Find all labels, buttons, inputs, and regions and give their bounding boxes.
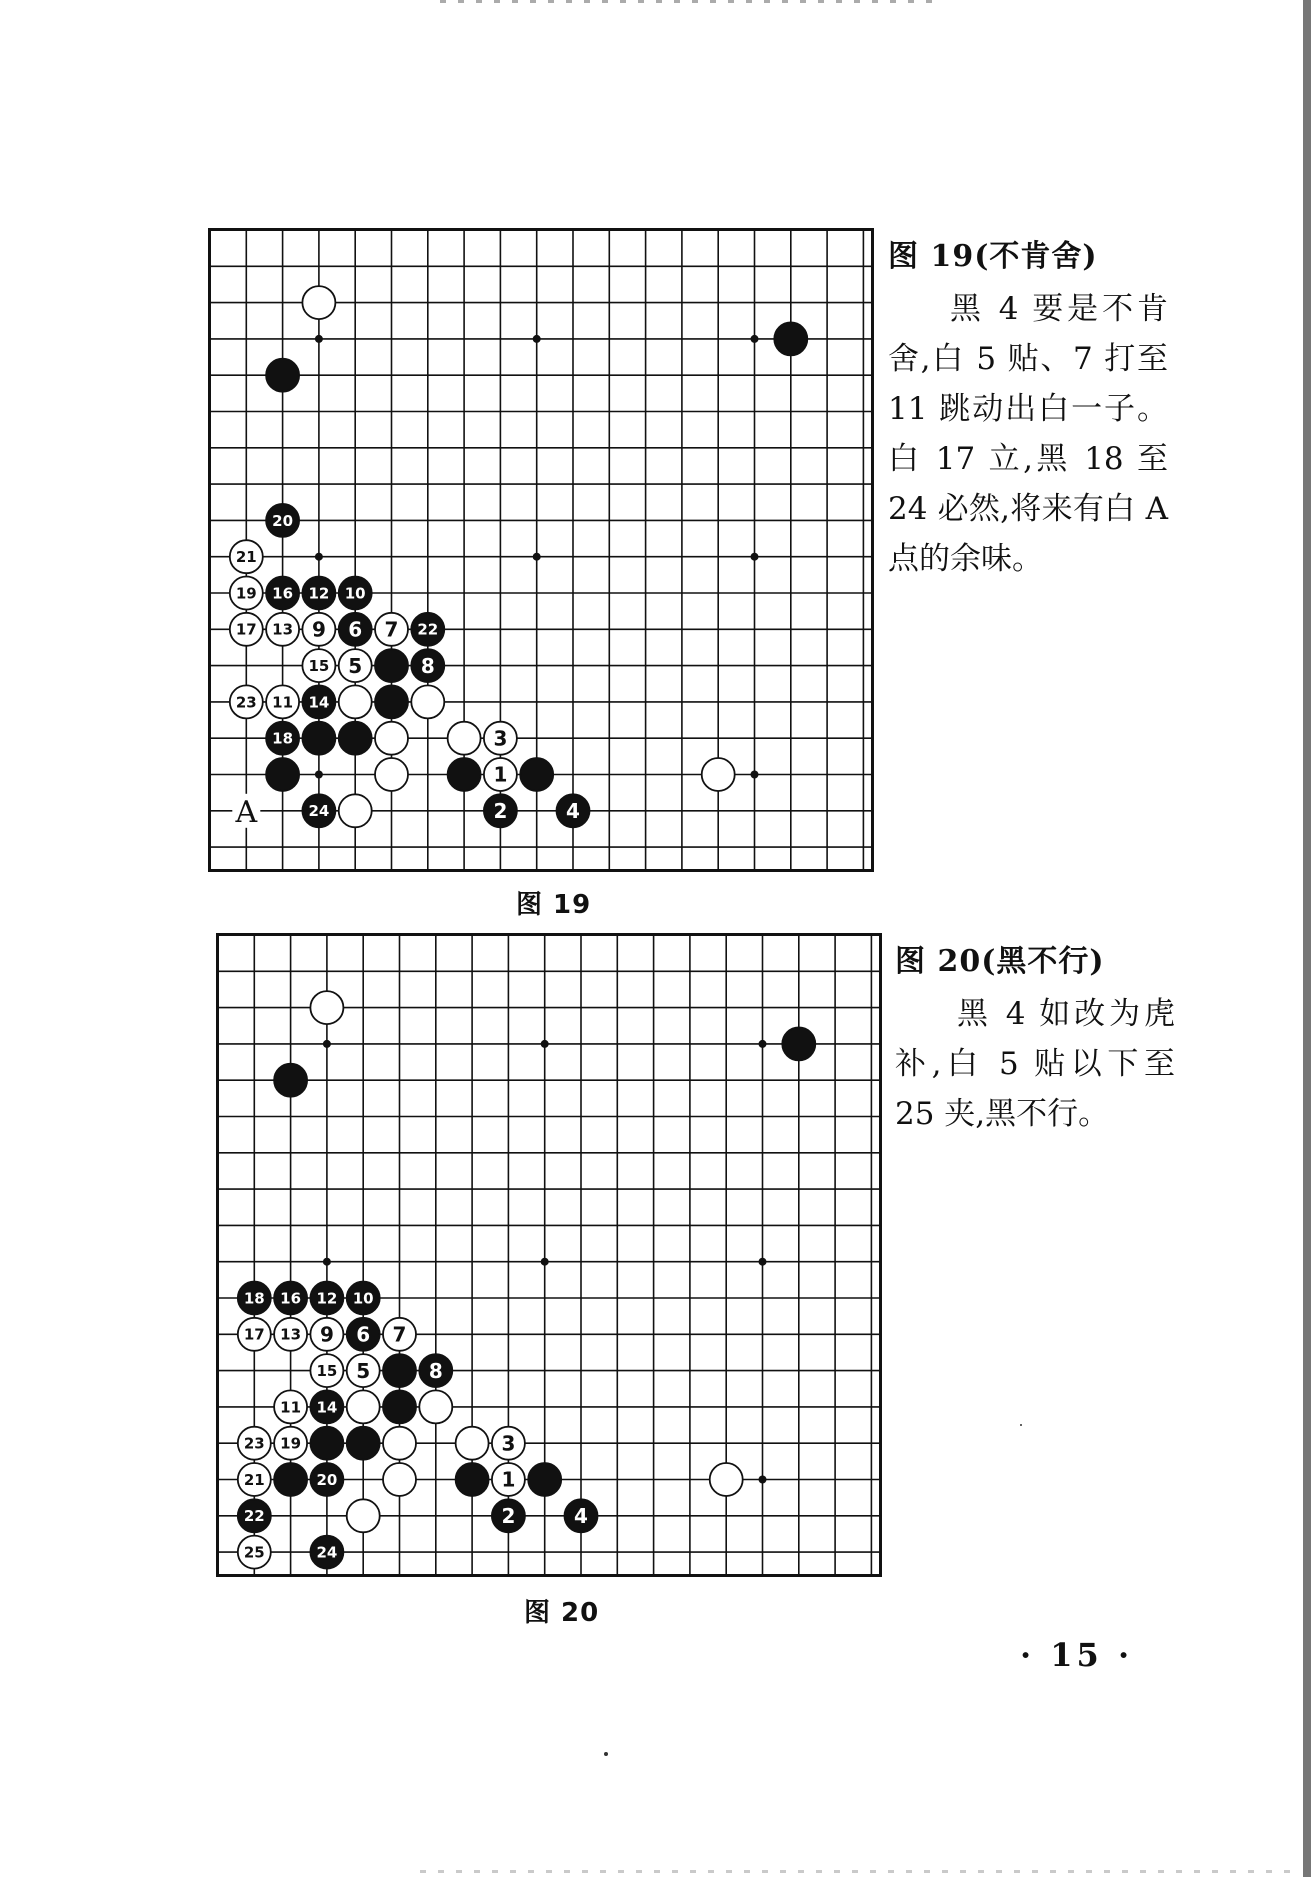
black-stone <box>484 794 517 827</box>
stone-move-number: 20 <box>272 511 294 530</box>
scan-speck <box>604 1752 608 1756</box>
white-stone <box>347 1499 380 1532</box>
black-stone-disc <box>528 1463 561 1496</box>
black-stone-disc <box>375 649 408 682</box>
white-stone <box>310 991 343 1024</box>
scan-artifact-top <box>440 0 940 3</box>
stone-move-number: 23 <box>243 1434 265 1453</box>
stone-move-number: 13 <box>272 620 294 639</box>
scan-artifact-bottom <box>420 1870 1300 1873</box>
black-stone <box>274 1282 307 1315</box>
white-stone-disc <box>411 685 444 718</box>
black-stone-disc <box>456 1463 489 1496</box>
white-stone <box>230 613 263 646</box>
white-stone-disc <box>702 758 735 791</box>
stone-move-number: 12 <box>308 584 330 603</box>
black-stone-disc <box>383 1354 416 1387</box>
black-stone-disc <box>266 758 299 791</box>
white-stone-disc <box>339 794 372 827</box>
black-stone-disc <box>302 722 335 755</box>
black-stone <box>266 359 299 392</box>
figure-19-text: 黑 4 要是不肯舍,白 5 贴、7 打至 11 跳动出白一子。白 17 立,黑 18 至 24 必然,将来有白 A 点的余味。 <box>888 291 1168 577</box>
white-stone <box>274 1427 307 1460</box>
black-stone <box>339 613 372 646</box>
stone-move-number: 25 <box>243 1543 265 1562</box>
white-stone-disc <box>448 722 481 755</box>
white-stone-disc <box>419 1390 452 1423</box>
stone-move-number: 24 <box>316 1543 338 1562</box>
stone-move-number: 9 <box>311 617 326 642</box>
go-board-svg <box>208 228 874 872</box>
black-stone <box>375 685 408 718</box>
black-stone-disc <box>774 322 807 355</box>
stone-move-number: 18 <box>272 729 294 748</box>
stone-move-number: 16 <box>272 584 294 603</box>
white-stone-disc <box>383 1427 416 1460</box>
stone-move-number: 22 <box>417 620 439 639</box>
stone-move-number: 10 <box>352 1289 374 1308</box>
white-stone <box>448 722 481 755</box>
figure-19-label: 图 19 <box>516 890 592 920</box>
black-stone <box>238 1499 271 1532</box>
stone-move-number: 10 <box>344 584 366 603</box>
black-stone-disc <box>339 722 372 755</box>
stone-move-number: 5 <box>356 1358 371 1383</box>
stone-move-number: 21 <box>235 548 257 567</box>
stone-move-number: 3 <box>501 1431 516 1456</box>
white-stone <box>339 685 372 718</box>
black-stone <box>411 613 444 646</box>
stone-move-number: 13 <box>280 1325 302 1344</box>
stone-move-number: 1 <box>493 762 508 787</box>
black-stone <box>266 722 299 755</box>
star-point <box>751 771 759 779</box>
black-stone <box>347 1318 380 1351</box>
white-stone-disc <box>310 991 343 1024</box>
white-stone-disc <box>710 1463 743 1496</box>
white-stone <box>456 1427 489 1460</box>
white-stone-disc <box>339 685 372 718</box>
black-stone <box>782 1027 815 1060</box>
stone-move-number: 24 <box>308 802 330 821</box>
white-stone <box>302 613 335 646</box>
white-stone <box>310 1354 343 1387</box>
page-edge <box>1303 0 1311 1877</box>
white-stone <box>484 722 517 755</box>
stone-move-number: 15 <box>308 657 330 675</box>
white-stone <box>375 758 408 791</box>
black-stone <box>238 1282 271 1315</box>
white-stone <box>347 1390 380 1423</box>
star-point <box>533 553 541 561</box>
black-stone-disc <box>266 359 299 392</box>
white-stone <box>339 794 372 827</box>
black-stone <box>557 794 590 827</box>
white-stone <box>238 1463 271 1496</box>
white-stone <box>230 540 263 573</box>
black-stone <box>310 1463 343 1496</box>
star-point <box>323 1040 331 1048</box>
star-point <box>751 553 759 561</box>
black-stone <box>266 504 299 537</box>
stone-move-number: 4 <box>574 1504 588 1528</box>
scan-speck <box>1020 1424 1022 1426</box>
white-stone <box>411 685 444 718</box>
black-stone <box>339 577 372 610</box>
black-stone <box>310 1427 343 1460</box>
black-stone <box>492 1499 525 1532</box>
black-stone <box>310 1536 343 1569</box>
go-board-figure-19 <box>208 228 874 872</box>
star-point <box>759 1040 767 1048</box>
white-stone <box>419 1390 452 1423</box>
stone-move-number: 2 <box>493 799 508 823</box>
white-stone <box>492 1427 525 1460</box>
white-stone <box>238 1318 271 1351</box>
black-stone <box>419 1354 452 1387</box>
black-stone-disc <box>782 1027 815 1060</box>
black-stone <box>565 1499 598 1532</box>
star-point <box>541 1040 549 1048</box>
figure-20-text: 黑 4 如改为虎补,白 5 贴以下至 25 夹,黑不行。 <box>895 996 1175 1132</box>
point-mark-label: A <box>235 794 258 830</box>
stone-move-number: 9 <box>319 1322 334 1347</box>
figure-20-title: 图 20(黑不行) <box>895 944 1105 979</box>
black-stone <box>520 758 553 791</box>
white-stone-disc <box>456 1427 489 1460</box>
stone-move-number: 4 <box>566 799 580 823</box>
stone-move-number: 3 <box>493 726 508 751</box>
white-stone <box>274 1318 307 1351</box>
white-stone <box>702 758 735 791</box>
black-stone-disc <box>448 758 481 791</box>
black-stone <box>411 649 444 682</box>
star-point <box>533 335 541 343</box>
white-stone <box>383 1427 416 1460</box>
black-stone <box>302 794 335 827</box>
white-stone <box>230 577 263 610</box>
black-stone-disc <box>520 758 553 791</box>
white-stone <box>339 649 372 682</box>
white-stone <box>375 613 408 646</box>
black-stone <box>528 1463 561 1496</box>
white-stone <box>266 613 299 646</box>
star-point <box>315 335 323 343</box>
stone-move-number: 12 <box>316 1289 338 1308</box>
white-stone-disc <box>383 1463 416 1496</box>
white-stone <box>375 722 408 755</box>
star-point <box>751 335 759 343</box>
figure-20-label: 图 20 <box>524 1598 600 1628</box>
page-number: · 15 · <box>1020 1636 1134 1674</box>
white-stone-disc <box>375 722 408 755</box>
black-stone <box>310 1390 343 1423</box>
stone-move-number: 18 <box>243 1289 265 1308</box>
stone-move-number: 17 <box>243 1325 265 1344</box>
black-stone <box>456 1463 489 1496</box>
black-stone <box>274 1064 307 1097</box>
stone-move-number: 14 <box>308 693 330 712</box>
black-stone-disc <box>274 1463 307 1496</box>
stone-move-number: 21 <box>243 1470 265 1489</box>
white-stone-disc <box>347 1390 380 1423</box>
black-stone <box>302 685 335 718</box>
stone-move-number: 14 <box>316 1398 338 1417</box>
white-stone <box>383 1318 416 1351</box>
stone-move-number: 19 <box>280 1434 302 1453</box>
black-stone <box>448 758 481 791</box>
white-stone <box>710 1463 743 1496</box>
stone-move-number: 8 <box>420 653 435 678</box>
black-stone-disc <box>347 1427 380 1460</box>
star-point <box>323 1258 331 1266</box>
go-board-svg <box>216 933 882 1577</box>
figure-19-title: 图 19(不肯舍) <box>888 239 1098 274</box>
black-stone-disc <box>383 1390 416 1423</box>
stone-move-number: 2 <box>501 1504 516 1528</box>
stone-move-number: 20 <box>316 1470 338 1489</box>
stone-move-number: 16 <box>280 1289 302 1308</box>
white-stone <box>492 1463 525 1496</box>
stone-move-number: 11 <box>272 693 294 712</box>
black-stone <box>339 722 372 755</box>
stone-move-number: 1 <box>501 1467 516 1492</box>
white-stone <box>274 1390 307 1423</box>
black-stone <box>347 1282 380 1315</box>
black-stone <box>383 1390 416 1423</box>
figure-19-caption <box>888 232 1168 584</box>
white-stone <box>266 685 299 718</box>
white-stone-disc <box>375 758 408 791</box>
black-stone <box>274 1463 307 1496</box>
star-point <box>541 1258 549 1266</box>
white-stone <box>238 1427 271 1460</box>
white-stone <box>302 286 335 319</box>
white-stone <box>310 1318 343 1351</box>
black-stone <box>347 1427 380 1460</box>
stone-move-number: 17 <box>235 620 257 639</box>
white-stone-disc <box>347 1499 380 1532</box>
stone-move-number: 5 <box>348 653 363 678</box>
stone-move-number: 6 <box>356 1322 371 1347</box>
black-stone <box>302 722 335 755</box>
stone-move-number: 6 <box>348 617 363 642</box>
stone-move-number: 23 <box>235 693 257 712</box>
star-point <box>315 553 323 561</box>
figure-20-caption <box>895 937 1175 1139</box>
stone-move-number: 22 <box>243 1507 265 1526</box>
black-stone <box>774 322 807 355</box>
black-stone <box>266 577 299 610</box>
white-stone <box>484 758 517 791</box>
black-stone <box>310 1282 343 1315</box>
star-point <box>759 1476 767 1484</box>
white-stone <box>302 649 335 682</box>
white-stone <box>347 1354 380 1387</box>
stone-move-number: 7 <box>384 617 399 642</box>
go-board-figure-20 <box>216 933 882 1577</box>
white-stone <box>230 685 263 718</box>
star-point <box>759 1258 767 1266</box>
black-stone-disc <box>375 685 408 718</box>
star-point <box>315 771 323 779</box>
white-stone-disc <box>302 286 335 319</box>
white-stone <box>383 1463 416 1496</box>
stone-move-number: 8 <box>428 1358 443 1383</box>
stone-move-number: 7 <box>392 1322 407 1347</box>
stone-move-number: 15 <box>316 1362 338 1380</box>
black-stone-disc <box>310 1427 343 1460</box>
black-stone <box>266 758 299 791</box>
stone-move-number: 19 <box>235 584 257 603</box>
white-stone <box>238 1536 271 1569</box>
black-stone <box>375 649 408 682</box>
black-stone <box>302 577 335 610</box>
black-stone <box>383 1354 416 1387</box>
black-stone-disc <box>274 1064 307 1097</box>
stone-move-number: 11 <box>280 1398 302 1417</box>
